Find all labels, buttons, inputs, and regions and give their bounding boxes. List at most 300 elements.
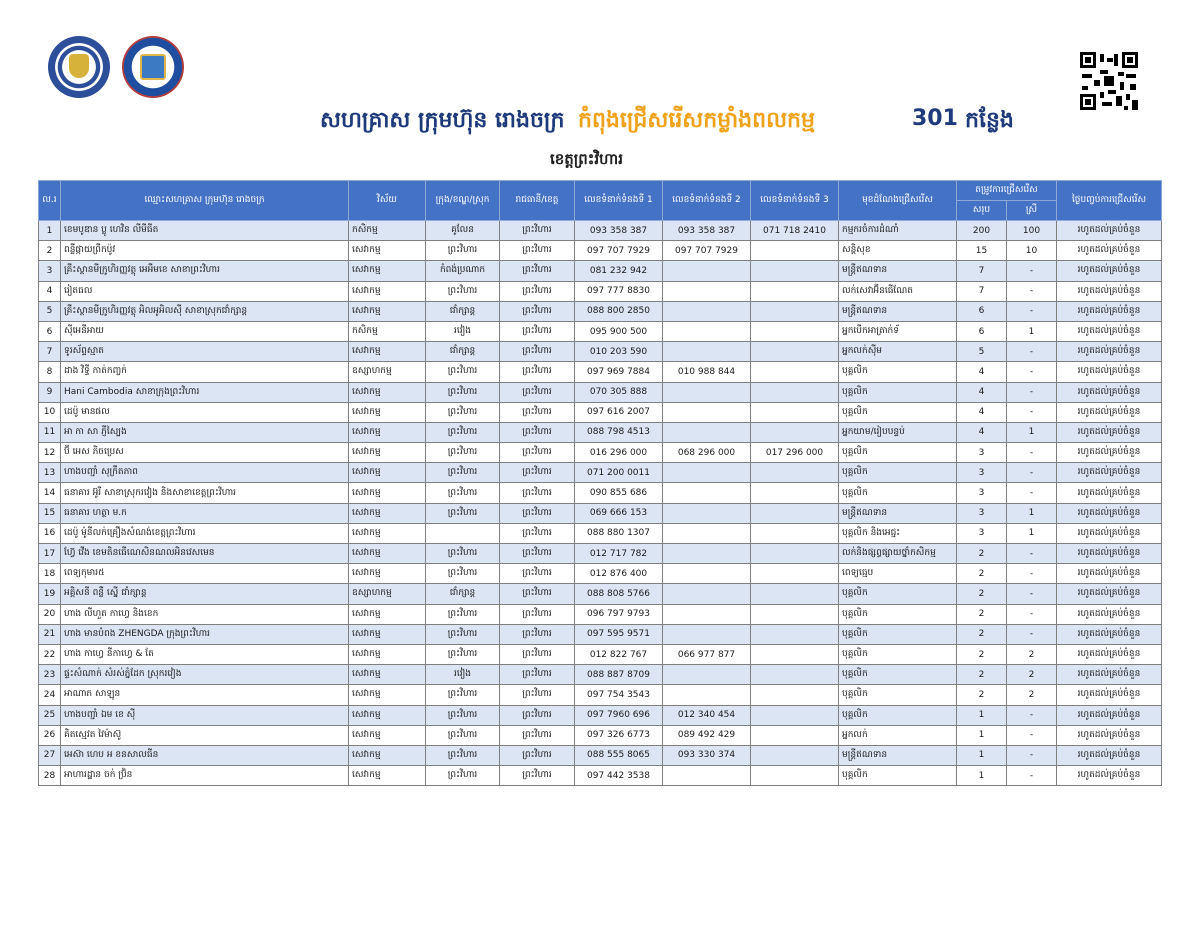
- cell-position: បុគ្គលិក: [839, 362, 957, 382]
- cell-total: 6: [957, 301, 1007, 321]
- cell-province: ព្រះវិហារ: [500, 463, 575, 483]
- table-row: [39, 241, 1162, 261]
- cell-name: ស៊ីអេនីអាយ: [61, 321, 349, 341]
- cell-district: ព្រះវិហារ: [426, 564, 500, 584]
- cell-deadline: រហូតដល់គ្រប់ចំនួន: [1057, 544, 1162, 564]
- cell-phone2: 012 340 454: [663, 705, 751, 725]
- cell-phone3: [751, 382, 839, 402]
- cell-no: 19: [39, 584, 61, 604]
- table-row: [39, 745, 1162, 765]
- cell-female: 2: [1007, 665, 1057, 685]
- cell-district: ព្រះវិហារ: [426, 544, 500, 564]
- cell-total: 4: [957, 422, 1007, 442]
- cell-total: 7: [957, 281, 1007, 301]
- cell-sector: សេវាកម្ម: [349, 745, 426, 765]
- cell-phone1: 012 876 400: [575, 564, 663, 584]
- cell-phone1: 095 900 500: [575, 321, 663, 341]
- cell-position: លក់សេវាអ៊ីនធើណែត: [839, 281, 957, 301]
- cell-province: ព្រះវិហារ: [500, 342, 575, 362]
- cell-phone1: 097 969 7884: [575, 362, 663, 382]
- cell-sector: សេវាកម្ម: [349, 523, 426, 543]
- cell-phone1: 088 555 8065: [575, 745, 663, 765]
- table-row: [39, 725, 1162, 745]
- cell-position: លក់និងផ្សព្វផ្សាយថ្នាំកសិកម្ម: [839, 544, 957, 564]
- cell-name: ហ្វ៊ែ វើង ខេមតិនធើណេសិនណលអិនវេសមេន: [61, 544, 349, 564]
- cell-no: 23: [39, 665, 61, 685]
- cell-total: 3: [957, 483, 1007, 503]
- cell-district: ជាំក្សាន្ត: [426, 301, 500, 321]
- cell-total: 4: [957, 382, 1007, 402]
- cell-no: 14: [39, 483, 61, 503]
- cell-phone1: 070 305 888: [575, 382, 663, 402]
- cell-female: 1: [1007, 503, 1057, 523]
- cell-province: ព្រះវិហារ: [500, 523, 575, 543]
- cell-district: រវៀង: [426, 321, 500, 341]
- cell-phone2: [663, 523, 751, 543]
- table-row: [39, 261, 1162, 281]
- table-row: [39, 665, 1162, 685]
- cell-no: 18: [39, 564, 61, 584]
- cell-female: -: [1007, 564, 1057, 584]
- header-phone3: លេខទំនាក់ទំនងទី 3: [751, 181, 839, 221]
- header-province: រាជធានី/ខេត្ត: [500, 181, 575, 221]
- cell-total: 3: [957, 523, 1007, 543]
- cell-total: 2: [957, 644, 1007, 664]
- cell-phone1: 097 754 3543: [575, 685, 663, 705]
- cell-phone3: [751, 241, 839, 261]
- cell-sector: សេវាកម្ម: [349, 241, 426, 261]
- cell-no: 10: [39, 402, 61, 422]
- cell-name: អេស៊ា ហេប អ ខនសាលធីន: [61, 745, 349, 765]
- cell-sector: សេវាកម្ម: [349, 644, 426, 664]
- header-deadline: ថ្ងៃបញ្ចប់ការជ្រើសរើស: [1057, 181, 1162, 221]
- cell-sector: សេវាកម្ម: [349, 564, 426, 584]
- cell-district: ព្រះវិហារ: [426, 463, 500, 483]
- cell-no: 28: [39, 766, 61, 786]
- cell-name: ធនាគារ ហត្ថា ម.ក: [61, 503, 349, 523]
- cell-deadline: រហូតដល់គ្រប់ចំនួន: [1057, 463, 1162, 483]
- cell-name: អាហារដ្ឋាន ចក់ ប្រ៊ិន: [61, 766, 349, 786]
- cell-phone2: 089 492 429: [663, 725, 751, 745]
- cell-position: អ្នកបើកអាត្រាក់ទ័: [839, 321, 957, 341]
- cell-phone2: [663, 382, 751, 402]
- table-row: [39, 422, 1162, 442]
- cell-phone3: 017 296 000: [751, 443, 839, 463]
- cell-position: បុគ្គលិក: [839, 463, 957, 483]
- cell-total: 1: [957, 705, 1007, 725]
- cell-female: 1: [1007, 321, 1057, 341]
- cell-position: មន្ត្រីឥណទាន: [839, 745, 957, 765]
- cell-phone2: 010 988 844: [663, 362, 751, 382]
- header-no: ល.រ: [39, 181, 61, 221]
- cell-district: ព្រះវិហារ: [426, 705, 500, 725]
- cell-position: បុគ្គលិក និងអេជ្ជះ: [839, 523, 957, 543]
- cell-deadline: រហូតដល់គ្រប់ចំនួន: [1057, 402, 1162, 422]
- cell-province: ព្រះវិហារ: [500, 503, 575, 523]
- cell-sector: ឧស្សាហកម្ម: [349, 584, 426, 604]
- cell-female: -: [1007, 463, 1057, 483]
- cell-phone1: 016 296 000: [575, 443, 663, 463]
- cell-no: 7: [39, 342, 61, 362]
- cell-total: 3: [957, 503, 1007, 523]
- cell-phone3: [751, 624, 839, 644]
- cell-phone1: 088 887 8709: [575, 665, 663, 685]
- cell-name: ហាង កាហ្វេ នីកាហ្វេ & តែ: [61, 644, 349, 664]
- cell-female: -: [1007, 745, 1057, 765]
- cell-phone1: 088 800 2850: [575, 301, 663, 321]
- cell-phone2: [663, 321, 751, 341]
- header-name: ឈ្មោះសហគ្រាស ក្រុមហ៊ុន រោងចក្រ: [61, 181, 349, 221]
- cell-no: 25: [39, 705, 61, 725]
- header-district: ក្រុង/ខណ្ឌ/ស្រុក: [426, 181, 500, 221]
- cell-phone1: 088 798 4513: [575, 422, 663, 442]
- cell-phone1: 097 707 7929: [575, 241, 663, 261]
- cell-district: ជាំក្សាន្ត: [426, 584, 500, 604]
- cell-phone2: [663, 544, 751, 564]
- cell-female: 2: [1007, 644, 1057, 664]
- cell-sector: កសិកម្ម: [349, 321, 426, 341]
- cell-total: 2: [957, 544, 1007, 564]
- cell-province: ព្រះវិហារ: [500, 241, 575, 261]
- cell-no: 12: [39, 443, 61, 463]
- cell-phone3: [751, 644, 839, 664]
- cell-district: ព្រះវិហារ: [426, 281, 500, 301]
- cell-phone1: 069 666 153: [575, 503, 663, 523]
- cell-name: ដេប៉ូ មានផល: [61, 402, 349, 422]
- cell-phone2: [663, 402, 751, 422]
- cell-position: បុគ្គលិក: [839, 644, 957, 664]
- cell-phone2: [663, 261, 751, 281]
- cell-total: 2: [957, 624, 1007, 644]
- cell-total: 4: [957, 402, 1007, 422]
- cell-phone2: 093 358 387: [663, 221, 751, 241]
- cell-total: 2: [957, 685, 1007, 705]
- cell-phone3: [751, 604, 839, 624]
- cell-province: ព្រះវិហារ: [500, 301, 575, 321]
- table-row: [39, 544, 1162, 564]
- cell-name: អគ្គិសនី ពន្លឺ ស្នើ ជាំក្សាន្ត: [61, 584, 349, 604]
- cell-no: 27: [39, 745, 61, 765]
- cell-deadline: រហូតដល់គ្រប់ចំនួន: [1057, 604, 1162, 624]
- cell-district: ព្រះវិហារ: [426, 745, 500, 765]
- table-row: [39, 402, 1162, 422]
- cell-no: 4: [39, 281, 61, 301]
- cell-district: ព្រះវិហារ: [426, 644, 500, 664]
- cell-phone3: [751, 665, 839, 685]
- cell-position: សន្តិសុខ: [839, 241, 957, 261]
- header-total: សរុប: [957, 201, 1007, 221]
- cell-phone3: [751, 725, 839, 745]
- title-recruiting: កំពុងជ្រើសរើសកម្លាំងពលកម្ម: [578, 108, 815, 133]
- cell-sector: សេវាកម្ម: [349, 624, 426, 644]
- cell-sector: សេវាកម្ម: [349, 402, 426, 422]
- cell-deadline: រហូតដល់គ្រប់ចំនួន: [1057, 241, 1162, 261]
- cell-no: 6: [39, 321, 61, 341]
- cell-total: 2: [957, 564, 1007, 584]
- cell-no: 3: [39, 261, 61, 281]
- table-row: [39, 321, 1162, 341]
- cell-deadline: រហូតដល់គ្រប់ចំនួន: [1057, 443, 1162, 463]
- cell-sector: សេវាកម្ម: [349, 766, 426, 786]
- cell-phone1: 093 358 387: [575, 221, 663, 241]
- cell-phone1: 097 616 2007: [575, 402, 663, 422]
- cell-name: រៀតធល: [61, 281, 349, 301]
- cell-total: 1: [957, 766, 1007, 786]
- cell-sector: ឧស្សាហកម្ម: [349, 362, 426, 382]
- cell-female: 10: [1007, 241, 1057, 261]
- qr-code[interactable]: [1080, 52, 1138, 110]
- cell-sector: សេវាកម្ម: [349, 725, 426, 745]
- cell-province: ព្រះវិហារ: [500, 644, 575, 664]
- cell-name: ហាងបញ្ជាំ សុក្រឹតភាព: [61, 463, 349, 483]
- cell-sector: សេវាកម្ម: [349, 342, 426, 362]
- cell-province: ព្រះវិហារ: [500, 362, 575, 382]
- cell-female: -: [1007, 342, 1057, 362]
- cell-no: 13: [39, 463, 61, 483]
- cell-total: 1: [957, 745, 1007, 765]
- cell-female: -: [1007, 281, 1057, 301]
- table-row: [39, 443, 1162, 463]
- header-need: តម្រូវការជ្រើសរើស: [957, 181, 1057, 201]
- cell-total: 4: [957, 362, 1007, 382]
- cell-phone1: 071 200 0011: [575, 463, 663, 483]
- cell-female: -: [1007, 382, 1057, 402]
- cell-deadline: រហូតដល់គ្រប់ចំនួន: [1057, 644, 1162, 664]
- cell-total: 7: [957, 261, 1007, 281]
- cell-deadline: រហូតដល់គ្រប់ចំនួន: [1057, 503, 1162, 523]
- table-row: [39, 584, 1162, 604]
- cell-position: អ្នកយាម/រៀបបន្ទប់: [839, 422, 957, 442]
- ministry-logo: [48, 36, 110, 98]
- cell-deadline: រហូតដល់គ្រប់ចំនួន: [1057, 745, 1162, 765]
- table-row: [39, 483, 1162, 503]
- cell-no: 5: [39, 301, 61, 321]
- table-row: [39, 281, 1162, 301]
- cell-sector: សេវាកម្ម: [349, 665, 426, 685]
- cell-total: 15: [957, 241, 1007, 261]
- cell-phone2: [663, 604, 751, 624]
- cell-phone3: [751, 301, 839, 321]
- cell-name: ធនាគារ អ៊ូរី សាខាស្រុករវៀង និងសាខាខេត្តព្រះវិហារ: [61, 483, 349, 503]
- cell-district: ព្រះវិហារ: [426, 766, 500, 786]
- cell-phone2: 066 977 877: [663, 644, 751, 664]
- cell-phone3: [751, 483, 839, 503]
- cell-position: បុគ្គលិក: [839, 665, 957, 685]
- cell-district: ព្រះវិហារ: [426, 402, 500, 422]
- cell-name: ផ្ទះសំណាក់ សំរស់ភ្នំដែក ស្រុករវៀង: [61, 665, 349, 685]
- cell-province: ព្រះវិហារ: [500, 705, 575, 725]
- cell-no: 9: [39, 382, 61, 402]
- table-row: [39, 624, 1162, 644]
- cell-sector: សេវាកម្ម: [349, 685, 426, 705]
- cell-position: បុគ្គលិក: [839, 766, 957, 786]
- cell-phone2: 097 707 7929: [663, 241, 751, 261]
- cell-phone3: [751, 745, 839, 765]
- title-enterprises: សហគ្រាស ក្រុមហ៊ុន រោងចក្រ: [320, 108, 565, 133]
- cell-phone3: [751, 422, 839, 442]
- cell-female: -: [1007, 362, 1057, 382]
- cell-province: ព្រះវិហារ: [500, 685, 575, 705]
- cell-sector: សេវាកម្ម: [349, 281, 426, 301]
- cell-deadline: រហូតដល់គ្រប់ចំនួន: [1057, 321, 1162, 341]
- cell-total: 1: [957, 725, 1007, 745]
- cell-province: ព្រះវិហារ: [500, 221, 575, 241]
- table-row: [39, 705, 1162, 725]
- cell-deadline: រហូតដល់គ្រប់ចំនួន: [1057, 564, 1162, 584]
- cell-sector: សេវាកម្ម: [349, 422, 426, 442]
- cell-phone3: [751, 281, 839, 301]
- cell-phone2: 093 330 374: [663, 745, 751, 765]
- cell-province: ព្រះវិហារ: [500, 261, 575, 281]
- cell-no: 24: [39, 685, 61, 705]
- cell-district: រវៀង: [426, 665, 500, 685]
- cell-female: 100: [1007, 221, 1057, 241]
- cell-district: ព្រះវិហារ: [426, 241, 500, 261]
- cell-name: ប៊ី អេស ភិចប្រេស: [61, 443, 349, 463]
- cell-province: ព្រះវិហារ: [500, 443, 575, 463]
- cell-phone1: 088 880 1307: [575, 523, 663, 543]
- cell-position: បុគ្គលិក: [839, 443, 957, 463]
- cell-total: 5: [957, 342, 1007, 362]
- cell-deadline: រហូតដល់គ្រប់ចំនួន: [1057, 665, 1162, 685]
- cell-total: 6: [957, 321, 1007, 341]
- header-phone1: លេខទំនាក់ទំនងទី 1: [575, 181, 663, 221]
- cell-no: 8: [39, 362, 61, 382]
- cell-name: គ្រឹះស្ថានមីក្រូហិរញ្ញវត្ថុ អិលអូអិលស៊ី សាខាស្រុកជាំក្សាន្ត: [61, 301, 349, 321]
- cell-sector: សេវាកម្ម: [349, 503, 426, 523]
- cell-female: -: [1007, 261, 1057, 281]
- cell-position: អ្នកលក់: [839, 725, 957, 745]
- cell-phone3: 071 718 2410: [751, 221, 839, 241]
- cell-province: ព្រះវិហារ: [500, 745, 575, 765]
- cell-deadline: រហូតដល់គ្រប់ចំនួន: [1057, 342, 1162, 362]
- cell-deadline: រហូតដល់គ្រប់ចំនួន: [1057, 624, 1162, 644]
- cell-deadline: រហូតដល់គ្រប់ចំនួន: [1057, 523, 1162, 543]
- cell-phone2: [663, 342, 751, 362]
- cell-phone1: 097 7960 696: [575, 705, 663, 725]
- cell-sector: សេវាកម្ម: [349, 705, 426, 725]
- cell-name: ទូរស័ព្ទស្មាត: [61, 342, 349, 362]
- cell-district: ព្រះវិហារ: [426, 382, 500, 402]
- cell-name: ដាង វិទ្ធី កាត់កញ្ចក់: [61, 362, 349, 382]
- table-row: [39, 685, 1162, 705]
- cell-phone3: [751, 261, 839, 281]
- cell-sector: សេវាកម្ម: [349, 483, 426, 503]
- cell-sector: សេវាកម្ម: [349, 604, 426, 624]
- cell-district: ព្រះវិហារ: [426, 624, 500, 644]
- cell-deadline: រហូតដល់គ្រប់ចំនួន: [1057, 261, 1162, 281]
- title-unit: កន្លែង: [965, 108, 1014, 133]
- cell-female: -: [1007, 705, 1057, 725]
- agency-logo: [122, 36, 184, 98]
- table-row: [39, 564, 1162, 584]
- cell-no: 21: [39, 624, 61, 644]
- cell-no: 15: [39, 503, 61, 523]
- cell-total: 2: [957, 665, 1007, 685]
- cell-district: [426, 523, 500, 543]
- cell-position: មន្រ្តីឥណទាន: [839, 301, 957, 321]
- table-row: [39, 301, 1162, 321]
- cell-female: 1: [1007, 523, 1057, 543]
- cell-no: 26: [39, 725, 61, 745]
- cell-position: បុគ្គលិក: [839, 604, 957, 624]
- header-position: មុខដំណែងជ្រើសរើស: [839, 181, 957, 221]
- cell-no: 11: [39, 422, 61, 442]
- cell-female: -: [1007, 604, 1057, 624]
- cell-phone3: [751, 362, 839, 382]
- header-female: ស្រី: [1007, 201, 1057, 221]
- cell-province: ព្រះវិហារ: [500, 281, 575, 301]
- cell-phone2: [663, 503, 751, 523]
- cell-phone1: 010 203 590: [575, 342, 663, 362]
- cell-phone1: 088 808 5766: [575, 584, 663, 604]
- cell-no: 1: [39, 221, 61, 241]
- table-row: [39, 604, 1162, 624]
- cell-name: ខេមបូឌាន ប្លូ ហេវិន លីមីធីត: [61, 221, 349, 241]
- cell-province: ព្រះវិហារ: [500, 604, 575, 624]
- cell-female: -: [1007, 402, 1057, 422]
- cell-no: 22: [39, 644, 61, 664]
- cell-deadline: រហូតដល់គ្រប់ចំនួន: [1057, 483, 1162, 503]
- cell-district: ព្រះវិហារ: [426, 483, 500, 503]
- cell-phone1: 081 232 942: [575, 261, 663, 281]
- cell-phone3: [751, 523, 839, 543]
- cell-position: បុគ្គលិក: [839, 624, 957, 644]
- cell-name: គ្រឹះស្ថានមីក្រូហិរញ្ញវត្ថុ អេអឹមខេ សាខាព្រះវិហារ: [61, 261, 349, 281]
- cell-phone3: [751, 342, 839, 362]
- cell-phone2: [663, 281, 751, 301]
- cell-position: បុគ្គលិក: [839, 705, 957, 725]
- cell-phone2: [663, 766, 751, 786]
- cell-position: កម្មករចំការដំណាំ: [839, 221, 957, 241]
- table-row: [39, 463, 1162, 483]
- province-subtitle: ខេត្តព្រះវិហារ: [550, 150, 623, 168]
- cell-phone2: [663, 483, 751, 503]
- cell-total: 3: [957, 443, 1007, 463]
- cell-total: 2: [957, 584, 1007, 604]
- cell-deadline: រហូតដល់គ្រប់ចំនួន: [1057, 422, 1162, 442]
- cell-province: ព្រះវិហារ: [500, 483, 575, 503]
- cell-position: បុគ្គលិក: [839, 382, 957, 402]
- cell-name: ហាង មានបំពង ZHENGDA ក្រុងព្រះវិហារ: [61, 624, 349, 644]
- cell-phone3: [751, 544, 839, 564]
- cell-phone3: [751, 321, 839, 341]
- cell-deadline: រហូតដល់គ្រប់ចំនួន: [1057, 382, 1162, 402]
- cell-deadline: រហូតដល់គ្រប់ចំនួន: [1057, 221, 1162, 241]
- cell-phone1: 012 822 767: [575, 644, 663, 664]
- cell-position: បុគ្គលិក: [839, 483, 957, 503]
- cell-position: មន្ត្រីឥណទាន: [839, 503, 957, 523]
- cell-phone2: [663, 685, 751, 705]
- cell-female: 2: [1007, 685, 1057, 705]
- cell-district: ព្រះវិហារ: [426, 725, 500, 745]
- cell-female: -: [1007, 544, 1057, 564]
- cell-position: ពេទ្យធ្មេប: [839, 564, 957, 584]
- cell-phone2: [663, 624, 751, 644]
- cell-sector: សេវាកម្ម: [349, 382, 426, 402]
- cell-province: ព្រះវិហារ: [500, 584, 575, 604]
- cell-province: ព្រះវិហារ: [500, 321, 575, 341]
- cell-total: 200: [957, 221, 1007, 241]
- cell-phone1: 090 855 686: [575, 483, 663, 503]
- cell-phone3: [751, 766, 839, 786]
- cell-phone1: 096 797 9793: [575, 604, 663, 624]
- cell-deadline: រហូតដល់គ្រប់ចំនួន: [1057, 281, 1162, 301]
- cell-name: ហាង លីហួត កាហ្វេ និងខេក: [61, 604, 349, 624]
- cell-district: ព្រះវិហារ: [426, 503, 500, 523]
- cell-sector: សេវាកម្ម: [349, 261, 426, 281]
- cell-position: មន្រ្តីឥណទាន: [839, 261, 957, 281]
